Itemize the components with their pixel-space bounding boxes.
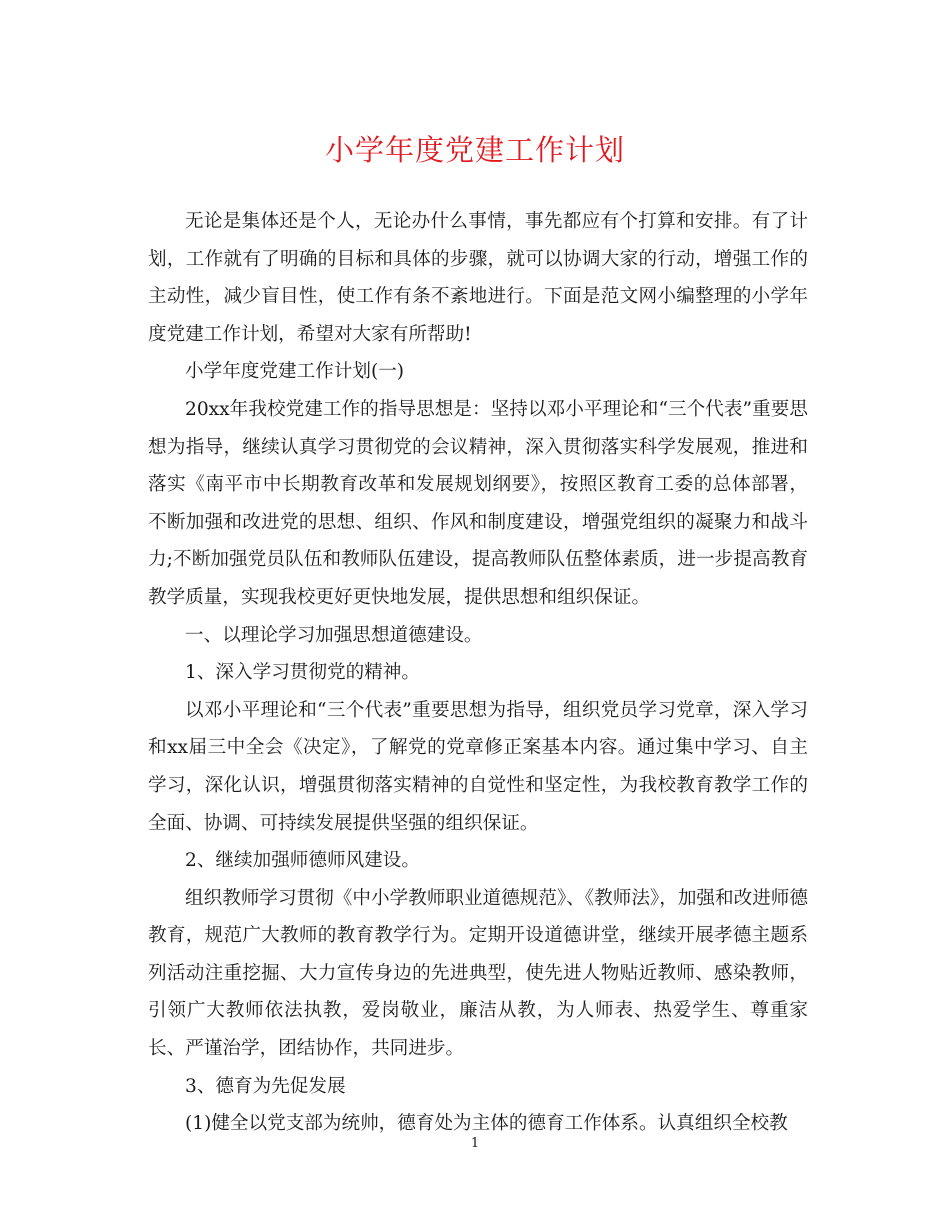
moral-education-paragraph: (1)健全以党支部为统帅，德育处为主体的德育工作体系。认真组织全校教 bbox=[185, 1113, 788, 1135]
guiding-ideology-paragraph: 20xx年我校党建工作的指导思想是：坚持以邓小平理论和“三个代表”重要思想为指导，继续认真学习贯彻党的会议精神，深入贯彻落实科学发展观，推进和落实《南平市中长期教育改革和发展规划纲要》，按照区教育工委的总体部署，不断加强和改进党的思想、组织、作风和制度建设，增强党组织的凝聚力和战斗力;不断加强党员队伍和教师队伍建设，提高教师队伍整体素质，进一步提高教育教学质量，实现我校更好更快地发展，提供思想和组织保证。 bbox=[148, 398, 808, 608]
teacher-ethics-paragraph: 组织教师学习贯彻《中小学教师职业道德规范》、《教师法》，加强和改进师德教育，规范广大教师的教育教学行为。定期开设道德讲堂，继续开展孝德主题系列活动注重挖掘、大力宣传身边的先进典型，使先进人物贴近教师、感染教师，引领广大教师依法执教，爱岗敬业，廉洁从教，为人师表、热爱学生、尊重家长、严谨治学，团结协作，共同进步。 bbox=[148, 887, 808, 1060]
section-heading-theory-study: 一、以理论学习加强思想道德建设。 bbox=[185, 624, 483, 646]
document-body bbox=[148, 203, 808, 1143]
page-number: 1 bbox=[470, 1136, 480, 1151]
subheading-teacher-ethics: 2、继续加强师德师风建设。 bbox=[185, 850, 420, 872]
document-title: 小学年度党建工作计划 bbox=[324, 133, 625, 167]
party-study-paragraph: 以邓小平理论和“三个代表”重要思想为指导，组织党员学习党章，深入学习和xx届三中全会《决定》，了解党的党章修正案基本内容。通过集中学习、自主学习，深化认识，增强贯彻落实精神的自觉性和坚定性，为我校教育教学工作的全面、协调、可持续发展提供坚强的组织保证。 bbox=[148, 699, 808, 834]
section-heading-plan-one: 小学年度党建工作计划(一) bbox=[185, 361, 405, 383]
subheading-moral-education: 3、德育为先促发展 bbox=[185, 1075, 346, 1097]
subheading-party-spirit: 1、深入学习贯彻党的精神。 bbox=[185, 662, 420, 684]
intro-paragraph: 无论是集体还是个人，无论办什么事情，事先都应有个打算和安排。有了计划，工作就有了明确的目标和具体的步骤，就可以协调大家的行动，增强工作的主动性，减少盲目性，使工作有条不紊地进行。下面是范文网小编整理的小学年度党建工作计划，希望对大家有所帮助! bbox=[148, 211, 808, 345]
